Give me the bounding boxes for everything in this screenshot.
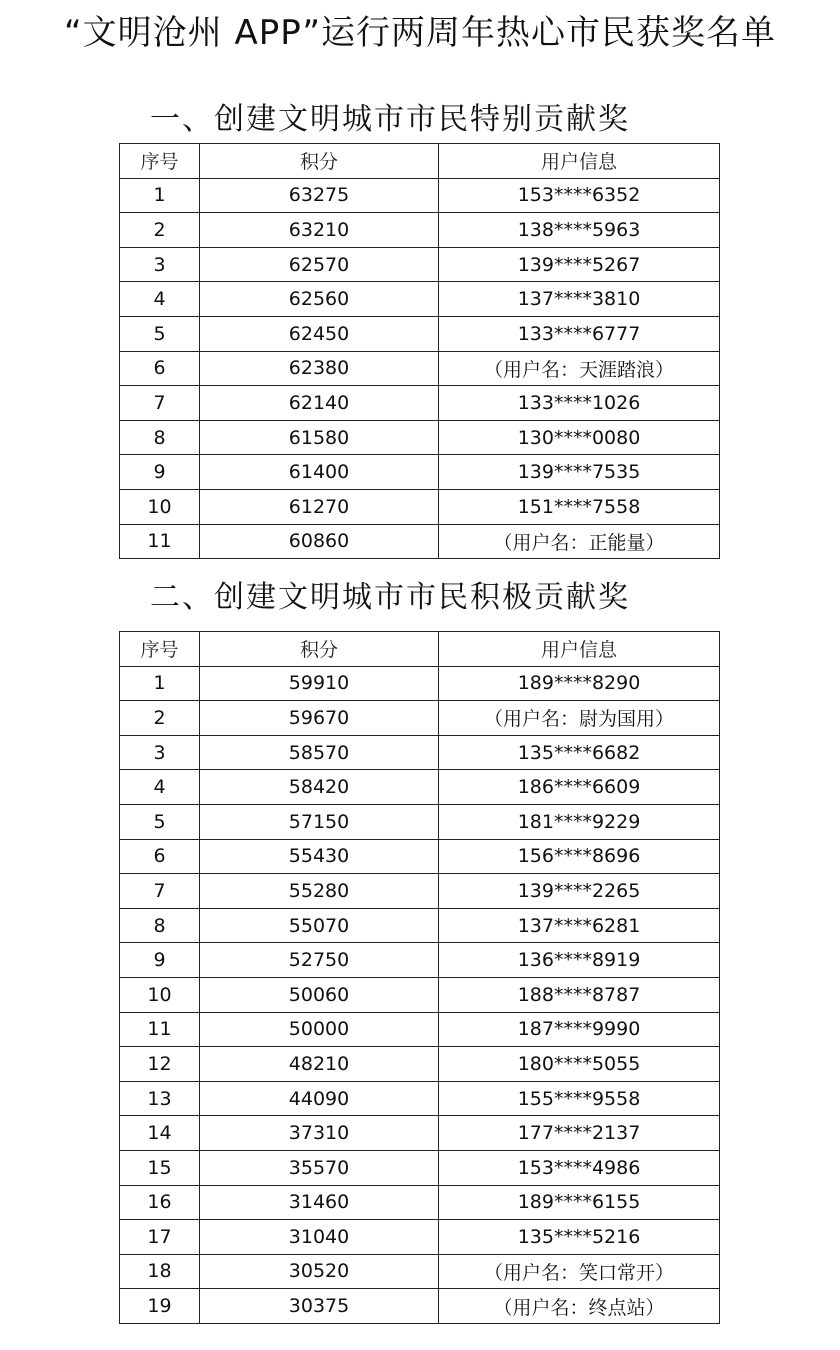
- cell-user-info: 133****1026: [439, 386, 720, 421]
- cell-user-info: 139****5267: [439, 247, 720, 282]
- cell-user-info: 135****5216: [439, 1220, 720, 1255]
- cell-index: 7: [120, 386, 200, 421]
- cell-index: 11: [120, 524, 200, 559]
- table-row: [120, 316, 720, 351]
- table-row: [120, 1116, 720, 1151]
- table-row: [120, 386, 720, 421]
- table-row: [120, 874, 720, 909]
- table-row: [120, 247, 720, 282]
- cell-index: 8: [120, 908, 200, 943]
- column-header-score: 积分: [200, 632, 439, 667]
- cell-score: 59910: [200, 666, 439, 701]
- cell-user-info: 133****6777: [439, 316, 720, 351]
- cell-score: 61270: [200, 489, 439, 524]
- cell-user-info: 177****2137: [439, 1116, 720, 1151]
- cell-user-info: 153****6352: [439, 178, 720, 213]
- table-row: [120, 351, 720, 386]
- table-row: [120, 1254, 720, 1289]
- cell-score: 62140: [200, 386, 439, 421]
- table-row: [120, 178, 720, 213]
- cell-user-info: （用户名：笑口常开）: [439, 1254, 720, 1289]
- cell-user-info: 189****8290: [439, 666, 720, 701]
- cell-user-info: 136****8919: [439, 943, 720, 978]
- cell-index: 4: [120, 282, 200, 317]
- cell-user-info: 151****7558: [439, 489, 720, 524]
- table-row: [120, 1012, 720, 1047]
- cell-score: 31040: [200, 1220, 439, 1255]
- cell-user-info: 188****8787: [439, 977, 720, 1012]
- cell-score: 62380: [200, 351, 439, 386]
- cell-user-info: 180****5055: [439, 1047, 720, 1082]
- table-header-row: [120, 632, 720, 667]
- cell-score: 50060: [200, 977, 439, 1012]
- cell-user-info: 189****6155: [439, 1185, 720, 1220]
- cell-score: 63210: [200, 213, 439, 248]
- cell-user-info: 181****9229: [439, 804, 720, 839]
- cell-score: 61580: [200, 420, 439, 455]
- cell-score: 62570: [200, 247, 439, 282]
- table-row: [120, 420, 720, 455]
- column-header-index: 序号: [120, 144, 200, 179]
- cell-score: 62560: [200, 282, 439, 317]
- cell-index: 1: [120, 178, 200, 213]
- table-row: [120, 489, 720, 524]
- cell-score: 30520: [200, 1254, 439, 1289]
- column-header-index: 序号: [120, 632, 200, 667]
- cell-user-info: （用户名：正能量）: [439, 524, 720, 559]
- table-row: [120, 804, 720, 839]
- cell-index: 15: [120, 1150, 200, 1185]
- cell-index: 8: [120, 420, 200, 455]
- cell-user-info: 130****0080: [439, 420, 720, 455]
- table-row: [120, 701, 720, 736]
- cell-score: 52750: [200, 943, 439, 978]
- cell-index: 5: [120, 804, 200, 839]
- cell-index: 6: [120, 351, 200, 386]
- cell-score: 59670: [200, 701, 439, 736]
- cell-score: 37310: [200, 1116, 439, 1151]
- cell-score: 44090: [200, 1081, 439, 1116]
- cell-index: 13: [120, 1081, 200, 1116]
- cell-score: 57150: [200, 804, 439, 839]
- cell-user-info: 156****8696: [439, 839, 720, 874]
- cell-score: 55430: [200, 839, 439, 874]
- table-row: [120, 1150, 720, 1185]
- cell-user-info: （用户名：终点站）: [439, 1289, 720, 1324]
- table-row: [120, 1289, 720, 1324]
- cell-score: 35570: [200, 1150, 439, 1185]
- cell-index: 1: [120, 666, 200, 701]
- cell-score: 62450: [200, 316, 439, 351]
- cell-index: 12: [120, 1047, 200, 1082]
- table-row: [120, 839, 720, 874]
- cell-score: 60860: [200, 524, 439, 559]
- cell-score: 55070: [200, 908, 439, 943]
- cell-index: 5: [120, 316, 200, 351]
- cell-user-info: 139****2265: [439, 874, 720, 909]
- table-row: [120, 455, 720, 490]
- table-row: [120, 1047, 720, 1082]
- cell-index: 11: [120, 1012, 200, 1047]
- table-row: [120, 908, 720, 943]
- cell-index: 3: [120, 247, 200, 282]
- section-title-special-contribution: 一、创建文明城市市民特别贡献奖: [150, 102, 630, 137]
- cell-user-info: 186****6609: [439, 770, 720, 805]
- table-row: [120, 977, 720, 1012]
- cell-score: 63275: [200, 178, 439, 213]
- cell-score: 50000: [200, 1012, 439, 1047]
- cell-score: 48210: [200, 1047, 439, 1082]
- cell-score: 58570: [200, 735, 439, 770]
- cell-index: 3: [120, 735, 200, 770]
- cell-index: 6: [120, 839, 200, 874]
- table-row: [120, 735, 720, 770]
- table-header-row: [120, 144, 720, 179]
- cell-index: 17: [120, 1220, 200, 1255]
- table-row: [120, 1220, 720, 1255]
- cell-user-info: 138****5963: [439, 213, 720, 248]
- cell-score: 61400: [200, 455, 439, 490]
- cell-user-info: （用户名：天涯踏浪）: [439, 351, 720, 386]
- table-row: [120, 282, 720, 317]
- cell-score: 31460: [200, 1185, 439, 1220]
- cell-index: 2: [120, 701, 200, 736]
- column-header-score: 积分: [200, 144, 439, 179]
- table-row: [120, 943, 720, 978]
- table-row: [120, 1081, 720, 1116]
- page-title: “文明沧州 APP”运行两周年热心市民获奖名单: [64, 13, 776, 53]
- cell-index: 2: [120, 213, 200, 248]
- cell-user-info: 187****9990: [439, 1012, 720, 1047]
- table-row: [120, 666, 720, 701]
- cell-user-info: 137****3810: [439, 282, 720, 317]
- cell-user-info: 137****6281: [439, 908, 720, 943]
- cell-user-info: 139****7535: [439, 455, 720, 490]
- cell-user-info: 155****9558: [439, 1081, 720, 1116]
- cell-score: 58420: [200, 770, 439, 805]
- cell-index: 10: [120, 977, 200, 1012]
- active-contribution-award-table: [119, 631, 720, 1324]
- cell-index: 7: [120, 874, 200, 909]
- cell-index: 16: [120, 1185, 200, 1220]
- cell-index: 10: [120, 489, 200, 524]
- cell-index: 9: [120, 455, 200, 490]
- cell-index: 4: [120, 770, 200, 805]
- column-header-user-info: 用户信息: [439, 144, 720, 179]
- cell-index: 19: [120, 1289, 200, 1324]
- column-header-user-info: 用户信息: [439, 632, 720, 667]
- section-title-active-contribution: 二、创建文明城市市民积极贡献奖: [150, 580, 630, 615]
- special-contribution-award-table: [119, 143, 720, 559]
- table-row: [120, 770, 720, 805]
- cell-index: 14: [120, 1116, 200, 1151]
- cell-user-info: 153****4986: [439, 1150, 720, 1185]
- table-row: [120, 1185, 720, 1220]
- table-row: [120, 524, 720, 559]
- cell-index: 9: [120, 943, 200, 978]
- cell-index: 18: [120, 1254, 200, 1289]
- cell-score: 30375: [200, 1289, 439, 1324]
- cell-user-info: （用户名：尉为国用）: [439, 701, 720, 736]
- table-row: [120, 213, 720, 248]
- cell-score: 55280: [200, 874, 439, 909]
- cell-user-info: 135****6682: [439, 735, 720, 770]
